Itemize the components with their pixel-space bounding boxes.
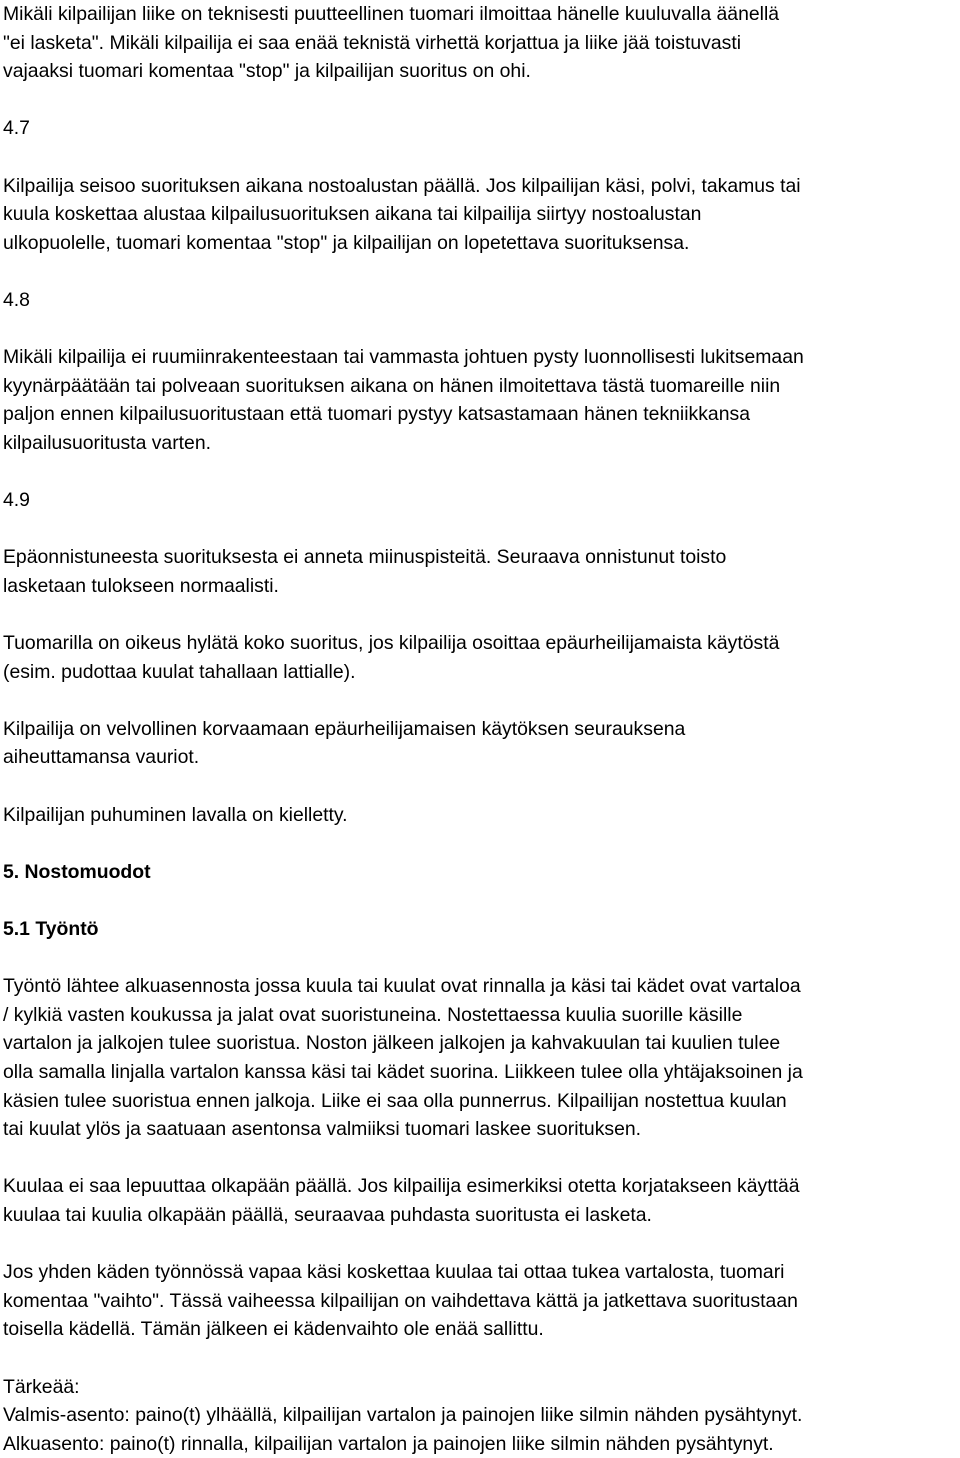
- text-line: vajaaksi tuomari komentaa "stop" ja kilpailijan suoritus on ohi.: [3, 60, 531, 83]
- important-note: [3, 1373, 958, 1458]
- text-line: kilpailusuoritusta varten.: [3, 431, 212, 454]
- section-4-9-paragraph-1: [3, 543, 958, 600]
- text-line: kuula koskettaa alustaa kilpailusuorituksen aikana tai kilpailija siirtyy nostoalustan: [3, 203, 702, 226]
- text-line: Mikäli kilpailija ei ruumiinrakenteestaan tai vammasta johtuen pysty luonnollisesti lukitsemaan: [3, 346, 804, 369]
- note-label: Tärkeää:: [3, 1375, 80, 1398]
- intro-paragraph: [3, 0, 958, 86]
- section-4-9-paragraph-2: [3, 629, 958, 686]
- text-line: Valmis-asento: paino(t) ylhäällä, kilpailijan vartalon ja painojen liike silmin nähden pysähtynyt.: [3, 1404, 803, 1427]
- text-line: kuulaa tai kuulia olkapään päällä, seuraavaa puhdasta suoritusta ei lasketa.: [3, 1203, 652, 1226]
- text-line: Epäonnistuneesta suorituksesta ei anneta miinuspisteitä. Seuraava onnistunut toisto: [3, 546, 727, 569]
- text-line: Työntö lähtee alkuasennosta jossa kuula tai kuulat ovat rinnalla ja käsi tai kädet ovat vartaloa: [3, 975, 801, 998]
- text-line: Kilpailija seisoo suorituksen aikana nostoalustan päällä. Jos kilpailijan käsi, polvi, takamus tai: [3, 174, 801, 197]
- text-line: Jos yhden käden työnnössä vapaa käsi koskettaa kuulaa tai ottaa tukea vartalosta, tuomari: [3, 1261, 785, 1284]
- text-line: paljon ennen kilpailusuoritustaan että tuomari pystyy katsastamaan hänen tekniikkansa: [3, 403, 750, 426]
- text-line: lasketaan tulokseen normaalisti.: [3, 574, 279, 597]
- document-page: [3, 0, 958, 1458]
- text-line: Kilpailija on velvollinen korvaamaan epäurheilijamaisen käytöksen seurauksena: [3, 717, 686, 740]
- text-line: olla samalla linjalla vartalon kanssa käsi tai kädet suorina. Liikkeen tulee olla yhtäjaksoinen ja: [3, 1060, 803, 1083]
- section-5-1-paragraph-1: [3, 972, 958, 1144]
- section-number-4-8: 4.8: [3, 288, 30, 311]
- text-line: / kylkiä vasten koukussa ja jalat ovat suoristuneina. Nostettaessa kuulia suorille käsille: [3, 1003, 743, 1026]
- text-line: kyynärpäätään tai polveaan suorituksen aikana on hänen ilmoitettava tästä tuomareille niin: [3, 374, 781, 397]
- section-number-4-7: 4.7: [3, 117, 30, 140]
- text-line: komentaa "vaihto". Tässä vaiheessa kilpailijan on vaihdettava kättä ja jatkettava suoritustaan: [3, 1289, 798, 1312]
- text-line: (esim. pudottaa kuulat tahallaan lattialle).: [3, 660, 356, 683]
- heading-tyonto: 5.1 Työntö: [3, 918, 99, 940]
- section-4-7-paragraph: [3, 172, 958, 258]
- text-line: aiheuttamansa vauriot.: [3, 746, 200, 769]
- heading-nostomuodot: 5. Nostomuodot: [3, 860, 151, 883]
- section-4-8-paragraph: [3, 343, 958, 457]
- text-line: "ei lasketa". Mikäli kilpailija ei saa enää teknistä virhettä korjattua ja liike jää toistuvasti: [3, 31, 742, 54]
- text-line: käsien tulee suoristua ennen jalkoja. Liike ei saa olla punnerrus. Kilpailijan nostettua kuulan: [3, 1089, 787, 1112]
- text-line: Mikäli kilpailijan liike on teknisesti puutteellinen tuomari ilmoittaa hänelle kuuluvalla äänellä: [3, 3, 780, 25]
- text-line: toisella kädellä. Tämän jälkeen ei kädenvaihto ole enää sallittu.: [3, 1318, 544, 1341]
- text-line: Tuomarilla on oikeus hylätä koko suoritus, jos kilpailija osoittaa epäurheilijamaista käytöstä: [3, 632, 780, 655]
- section-4-9-paragraph-3: [3, 715, 958, 772]
- section-5-1-paragraph-2: [3, 1172, 958, 1229]
- section-5-1-paragraph-3: [3, 1258, 958, 1344]
- text-line: vartalon ja jalkojen tulee suoristua. Noston jälkeen jalkojen ja kahvakuulan tai kuulien tulee: [3, 1032, 781, 1055]
- section-number-4-9: 4.9: [3, 489, 30, 512]
- text-line: Kuulaa ei saa lepuuttaa olkapään päällä. Jos kilpailija esimerkiksi otetta korjatakseen käyttää: [3, 1175, 800, 1198]
- text-line: ulkopuolelle, tuomari komentaa "stop" ja kilpailijan on lopetettava suorituksensa.: [3, 231, 690, 254]
- text-line: tai kuulat ylös ja saatuaan asentonsa valmiiksi tuomari laskee suorituksen.: [3, 1118, 642, 1141]
- text-line: Alkuasento: paino(t) rinnalla, kilpailijan vartalon ja painojen liike silmin nähden pysähtynyt.: [3, 1432, 774, 1455]
- section-4-9-paragraph-4: [3, 801, 958, 830]
- text-line: Kilpailijan puhuminen lavalla on kielletty.: [3, 803, 348, 826]
